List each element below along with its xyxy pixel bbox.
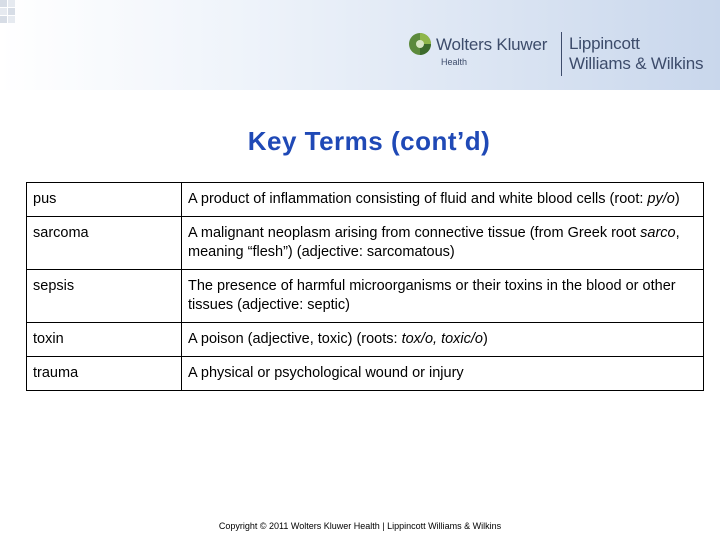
definition-text: A malignant neoplasm arising from connective tissue (from Greek root (188, 225, 641, 241)
publisher-name: Wolters Kluwer (436, 35, 548, 54)
key-terms-body (27, 183, 704, 391)
definition-cell (182, 270, 704, 323)
term-cell: toxin (27, 323, 182, 357)
definition-text: A physical or psychological wound or injury (188, 365, 464, 381)
imprint-line-1: Lippincott (569, 34, 640, 53)
table-row (27, 217, 704, 270)
division-name: Health (441, 57, 468, 67)
definition-text: ) (674, 191, 680, 207)
definition-cell (182, 357, 704, 391)
table-row (27, 183, 704, 217)
definition-text: A poison (adjective, toxic) (roots: (188, 331, 402, 347)
term-cell: trauma (27, 357, 182, 391)
definition-cell (182, 323, 704, 357)
copyright-footer: Copyright © 2011 Wolters Kluwer Health | Lippincott Williams & Wilkins (218, 521, 502, 531)
table-row (27, 323, 704, 357)
term-cell: sarcoma (27, 217, 182, 270)
definition-root: sarco (640, 225, 676, 241)
definition-cell (182, 183, 704, 217)
definition-text: The presence of harmful microorganisms or their toxins in the blood or other tissues (adjective: septic) (188, 278, 676, 313)
term-cell: pus (27, 183, 182, 217)
corner-decoration (0, 0, 24, 30)
term-cell: sepsis (27, 270, 182, 323)
definition-root: tox/o, toxic/o (401, 331, 483, 347)
definition-text: , meaning “flesh”) (adjective: sarcomatous) (188, 225, 680, 260)
logo-divider (561, 32, 562, 76)
definition-root: py/o (647, 191, 675, 207)
globe-icon (408, 32, 432, 56)
definition-text: ) (482, 331, 488, 347)
imprint-line-2: Williams & Wilkins (569, 54, 704, 73)
table-row (27, 357, 704, 391)
slide-title: Key Terms (cont’d) (247, 126, 491, 156)
key-terms-table (26, 182, 704, 391)
definition-text: A product of inflammation consisting of fluid and white blood cells (root: (188, 191, 648, 207)
lippincott-logo (569, 34, 703, 74)
table-row (27, 270, 704, 323)
definition-cell (182, 217, 704, 270)
